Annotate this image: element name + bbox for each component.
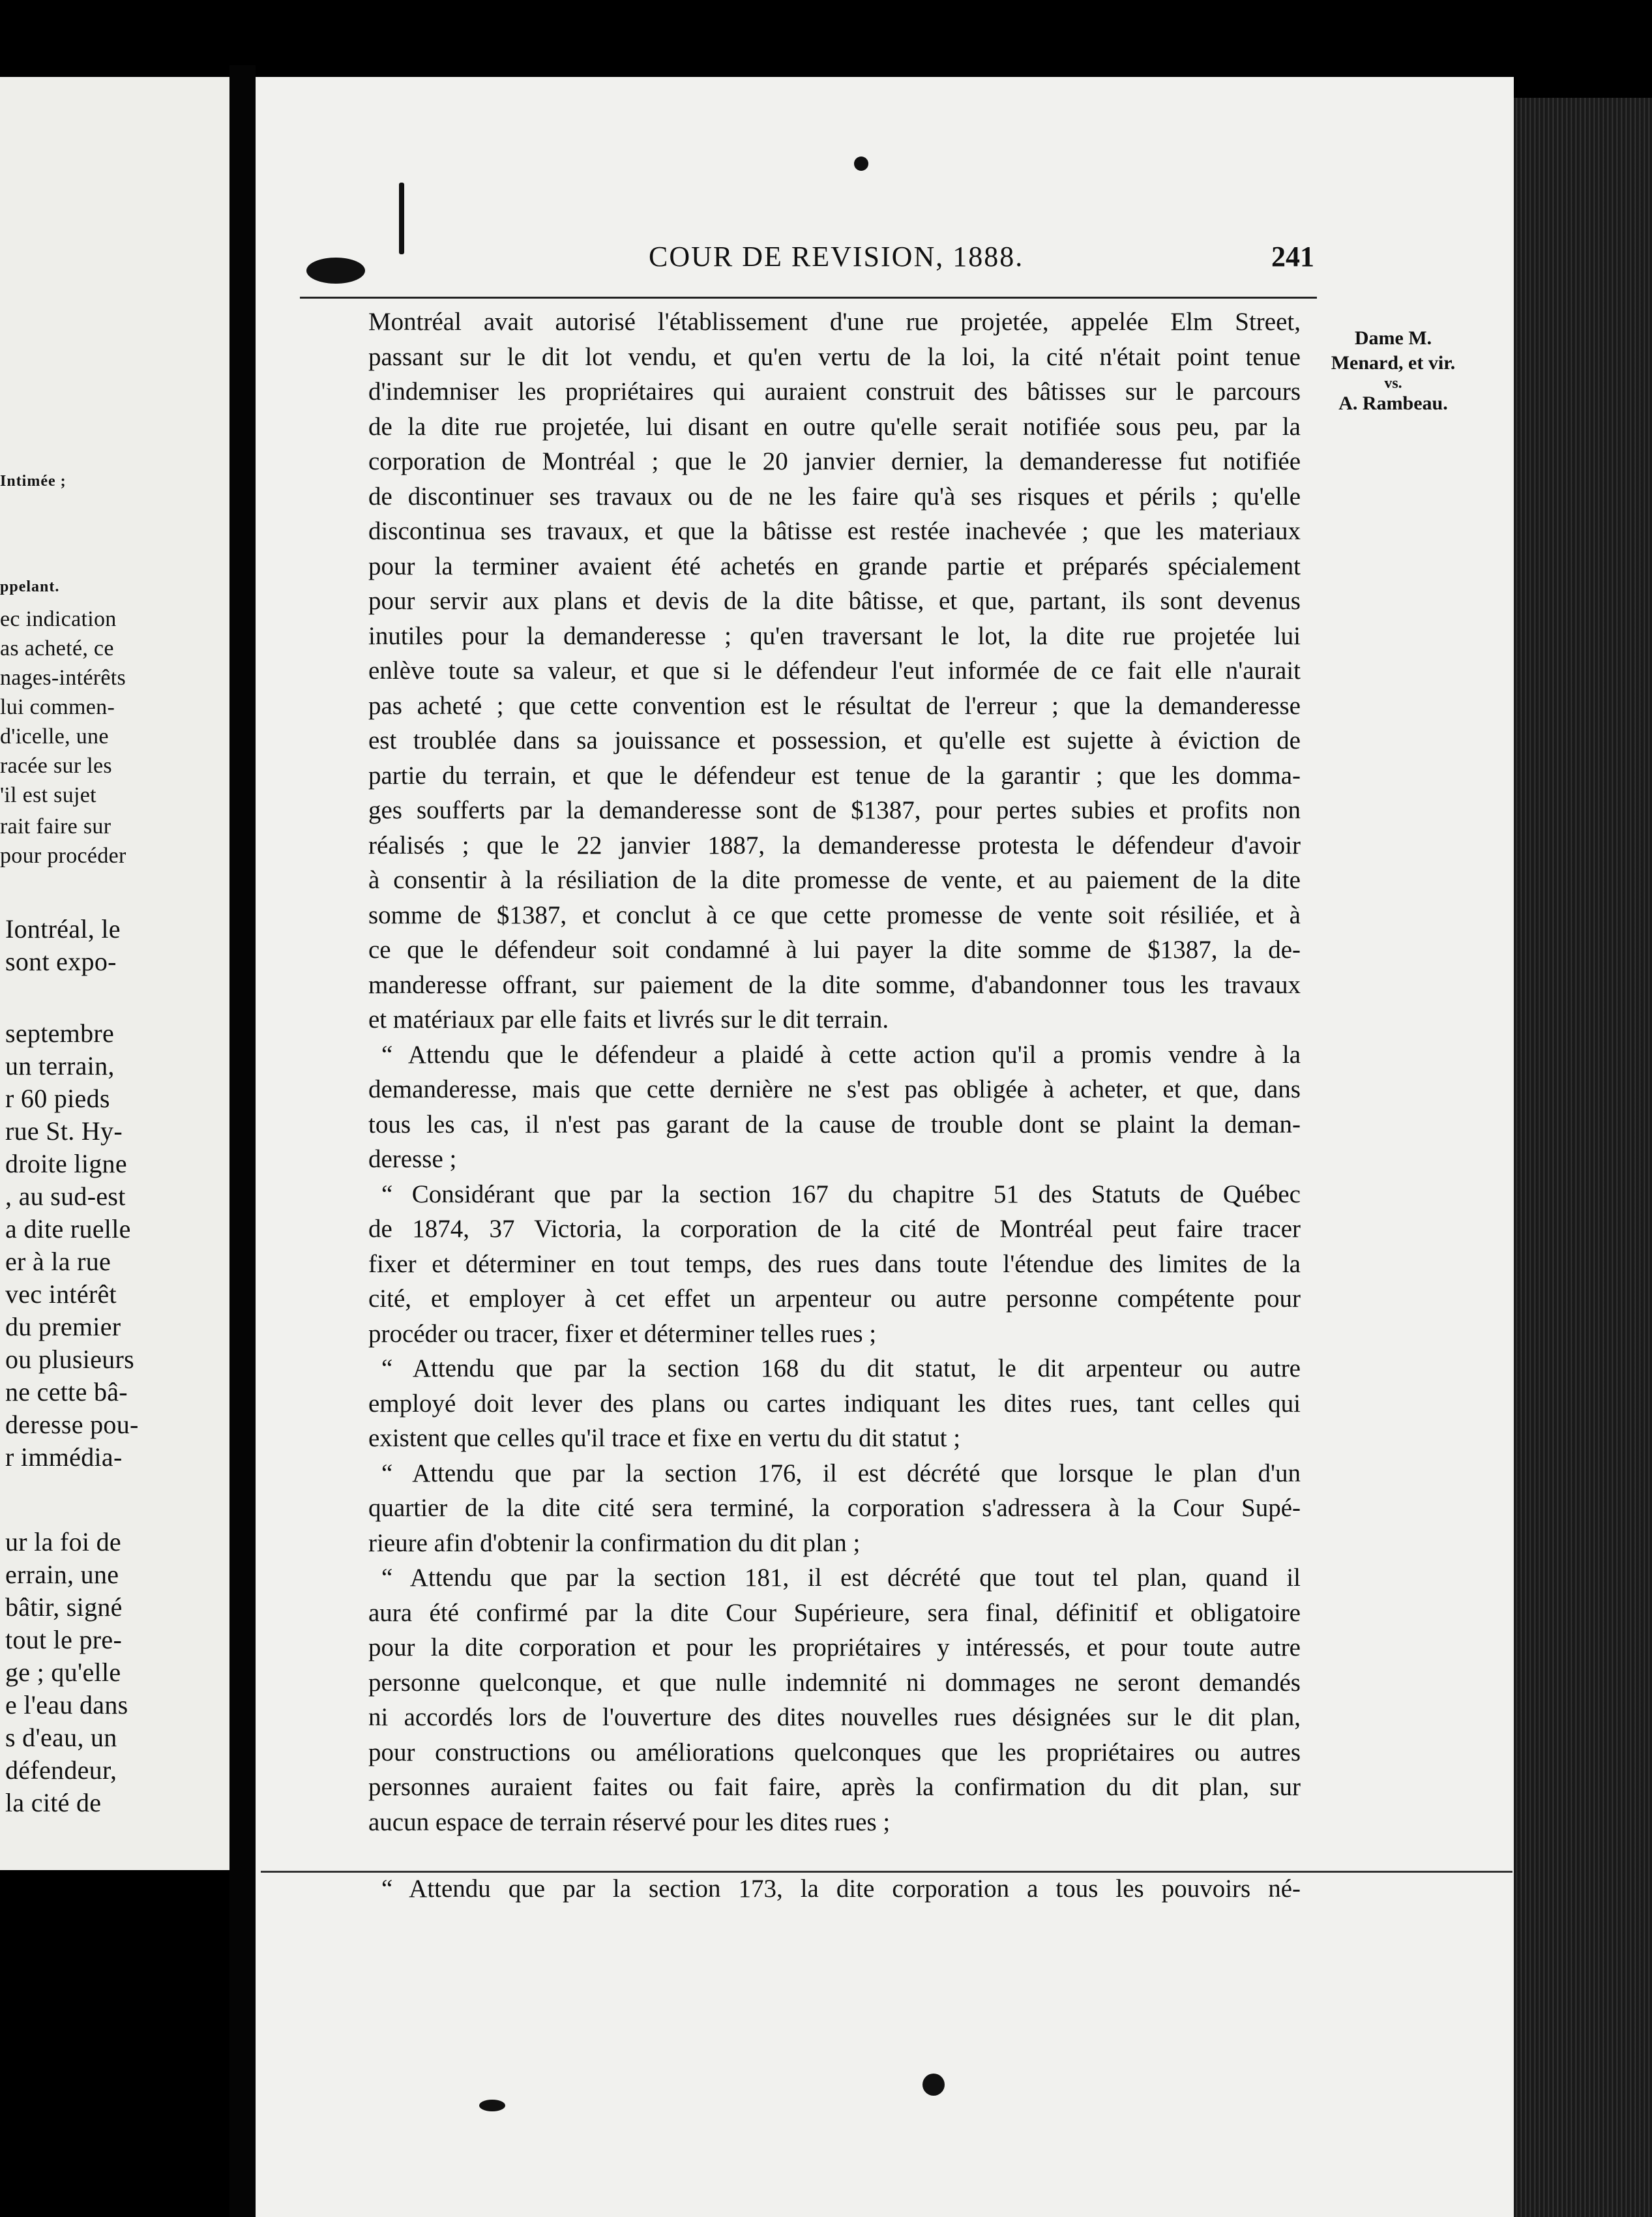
body-line: “ Considérant que par la section 167 du chapitre 51 des Statuts de Québec <box>381 1180 1301 1208</box>
body-line: de discontinuer ses travaux ou de ne les faire qu'à ses risques et périls ; qu'elle <box>368 482 1301 511</box>
left-page-line: bâtir, signé <box>5 1592 123 1622</box>
left-page-line: r immédia- <box>5 1442 123 1472</box>
left-page-line: rait faire sur <box>0 814 111 839</box>
left-page-line: la cité de <box>5 1788 102 1817</box>
body-line: aucun espace de terrain réservé pour les dites rues ; <box>368 1808 891 1836</box>
body-line: somme de $1387, et conclut à ce que cette promesse de vente soit résiliée, et à <box>368 900 1301 929</box>
ink-blot <box>306 258 365 284</box>
body-line: rieure afin d'obtenir la confirmation du dit plan ; <box>368 1528 861 1557</box>
body-line: est troublée dans sa jouissance et possession, et qu'elle est sujette à éviction de <box>368 726 1301 754</box>
body-line: procéder ou tracer, fixer et déterminer telles rues ; <box>368 1319 877 1348</box>
body-line: et matériaux par elle faits et livrés sur le dit terrain. <box>368 1005 889 1034</box>
left-page-line: d'icelle, une <box>0 724 109 749</box>
book-gutter <box>229 65 256 2217</box>
body-line: aura été confirmé par la dite Cour Supérieure, sera final, définitif et obligatoire <box>368 1598 1301 1627</box>
body-line: corporation de Montréal ; que le 20 janvier dernier, la demanderesse fut notifiée <box>368 447 1301 475</box>
header-rule <box>300 297 1317 299</box>
left-page-line: un terrain, <box>5 1051 115 1080</box>
left-page-line: du premier <box>5 1312 121 1341</box>
body-line: “ Attendu que par la section 176, il est décrété que lorsque le plan d'un <box>381 1459 1301 1487</box>
body-line: ges soufferts par la demanderesse sont de $1387, pour pertes subies et profits non <box>368 796 1301 824</box>
left-page-line: rue St. Hy- <box>5 1116 123 1146</box>
left-page-line: , au sud-est <box>5 1182 126 1211</box>
body-line: d'indemniser les propriétaires qui auraient construit des bâtisses sur le parcours <box>368 378 1301 406</box>
page-number: 241 <box>1271 241 1314 273</box>
left-page-line: r 60 pieds <box>5 1084 110 1113</box>
margin-note-line: A. Rambeau. <box>1338 393 1448 414</box>
left-page-line: Intimée ; <box>0 473 66 490</box>
body-line: discontinua ses travaux, et que la bâtisse est restée inachevée ; que les materiaux <box>368 517 1301 545</box>
body-line: pour constructions ou améliorations quelconques que les propriétaires ou autres <box>368 1738 1301 1766</box>
page-edge-stack <box>1514 98 1652 2217</box>
body-line: cité, et employer à cet effet un arpenteur ou autre personne compétente pour <box>368 1285 1301 1313</box>
body-line: réalisés ; que le 22 janvier 1887, la demanderesse protesta le défendeur d'avoir <box>368 831 1301 859</box>
left-page-line: défendeur, <box>5 1755 117 1785</box>
left-page-line: deresse pou- <box>5 1410 139 1439</box>
body-line: quartier de la dite cité sera terminé, la corporation s'adressera à la Cour Supé- <box>368 1494 1301 1522</box>
body-line: de la dite rue projetée, lui disant en outre qu'elle serait notifiée sous peu, par la <box>368 412 1301 441</box>
margin-note <box>1312 326 1475 416</box>
body-line: Montréal avait autorisé l'établissement d'une rue projetée, appelée Elm Street, <box>368 308 1301 336</box>
margin-note-line: Menard, et vir. <box>1331 352 1456 374</box>
body-line: passant sur le dit lot vendu, et qu'en vertu de la loi, la cité n'était point tenue <box>368 342 1301 371</box>
left-page-line: er à la rue <box>5 1247 111 1276</box>
left-page-line: ur la foi de <box>5 1527 121 1556</box>
body-line: manderesse offrant, sur paiement de la dite somme, d'abandonner tous les travaux <box>368 970 1301 999</box>
body-line: pour la terminer avaient été achetés en grande partie et préparés spécialement <box>368 552 1301 580</box>
running-head: COUR DE REVISION, 1888. <box>649 241 1024 273</box>
left-page-line: errain, une <box>5 1560 119 1589</box>
body-line: ni accordés lors de l'ouverture des dites nouvelles rues désignées sur le dit plan, <box>368 1703 1301 1731</box>
left-page-line: droite ligne <box>5 1149 127 1178</box>
body-line: deresse ; <box>368 1145 457 1173</box>
body-line: personnes auraient faites ou fait faire, après la confirmation du dit plan, sur <box>368 1773 1301 1801</box>
ink-blot <box>922 2074 945 2096</box>
body-line: pour servir aux plans et devis de la dite bâtisse, et que, partant, ils sont devenus <box>368 587 1301 615</box>
left-page-line: Iontréal, le <box>5 914 121 944</box>
left-page-line: nages-intérêts <box>0 666 126 690</box>
body-line: “ Attendu que par la section 168 du dit statut, le dit arpenteur ou autre <box>381 1354 1301 1382</box>
ink-blot <box>479 2100 505 2111</box>
body-line: à consentir à la résiliation de la dite promesse de vente, et au paiement de la dite <box>368 866 1301 894</box>
body-line: enlève toute sa valeur, et que si le défendeur l'eut informée de ce fait elle n'aurait <box>368 657 1301 685</box>
left-page-line: ne cette bâ- <box>5 1377 128 1406</box>
body-line: “ Attendu que le défendeur a plaidé à cette action qu'il a promis vendre à la <box>381 1040 1301 1069</box>
scan-crease-line <box>261 1871 1512 1873</box>
left-page-line: s d'eau, un <box>5 1723 117 1752</box>
body-line: de 1874, 37 Victoria, la corporation de la cité de Montréal peut faire tracer <box>368 1215 1301 1243</box>
body-line: existent que celles qu'il trace et fixe en vertu du dit statut ; <box>368 1424 961 1452</box>
body-line: “ Attendu que par la section 181, il est décrété que tout tel plan, quand il <box>381 1564 1301 1592</box>
left-page-line: ge ; qu'elle <box>5 1658 121 1687</box>
body-line: tous les cas, il n'est pas garant de la cause de trouble dont se plaint la deman- <box>368 1110 1301 1138</box>
body-line: employé doit lever des plans ou cartes indiquant les dites rues, tant celles qui <box>368 1389 1301 1418</box>
body-line: demanderesse, mais que cette dernière ne s'est pas obligée à acheter, et que, dans <box>368 1075 1301 1103</box>
left-page-line: e l'eau dans <box>5 1690 128 1719</box>
left-page-line: lui commen- <box>0 695 115 719</box>
left-page-line: vec intérêt <box>5 1279 117 1309</box>
body-line: inutiles pour la demanderesse ; qu'en traversant le lot, la dite rue projetée lui <box>368 621 1301 650</box>
body-line: personne quelconque, et que nulle indemnité ni dommages ne seront demandés <box>368 1668 1301 1697</box>
body-line: pour la dite corporation et pour les propriétaires y intéressés, et pour toute autre <box>368 1633 1301 1661</box>
body-line: “ Attendu que par la section 173, la dite corporation a tous les pouvoirs né- <box>381 1875 1301 1903</box>
left-page-line: sont expo- <box>5 947 117 976</box>
left-page-line: a dite ruelle <box>5 1214 131 1243</box>
body-line: ce que le défendeur soit condamné à lui payer la dite somme de $1387, la de- <box>368 936 1301 964</box>
left-page-line: pour procéder <box>0 844 126 868</box>
body-line: fixer et déterminer en tout temps, des rues dans toute l'étendue des limites de la <box>368 1249 1301 1278</box>
body-line: partie du terrain, et que le défendeur est tenue de la garantir ; que les domma- <box>368 761 1301 790</box>
margin-note-versus: vs. <box>1384 375 1402 392</box>
margin-note-line: Dame M. <box>1354 327 1432 349</box>
left-page-line: ec indication <box>0 607 117 631</box>
left-page-line: septembre <box>5 1019 115 1048</box>
left-page-line: racée sur les <box>0 754 112 778</box>
ink-blot <box>854 156 868 171</box>
left-page-line: ppelant. <box>0 578 60 595</box>
left-page-line: 'il est sujet <box>0 783 96 807</box>
ink-blot <box>399 183 404 254</box>
left-page-line: tout le pre- <box>5 1625 123 1654</box>
left-page-line: ou plusieurs <box>5 1345 135 1374</box>
left-page-line: as acheté, ce <box>0 636 114 661</box>
body-line: pas acheté ; que cette convention est le résultat de l'erreur ; que la demanderesse <box>368 691 1301 720</box>
